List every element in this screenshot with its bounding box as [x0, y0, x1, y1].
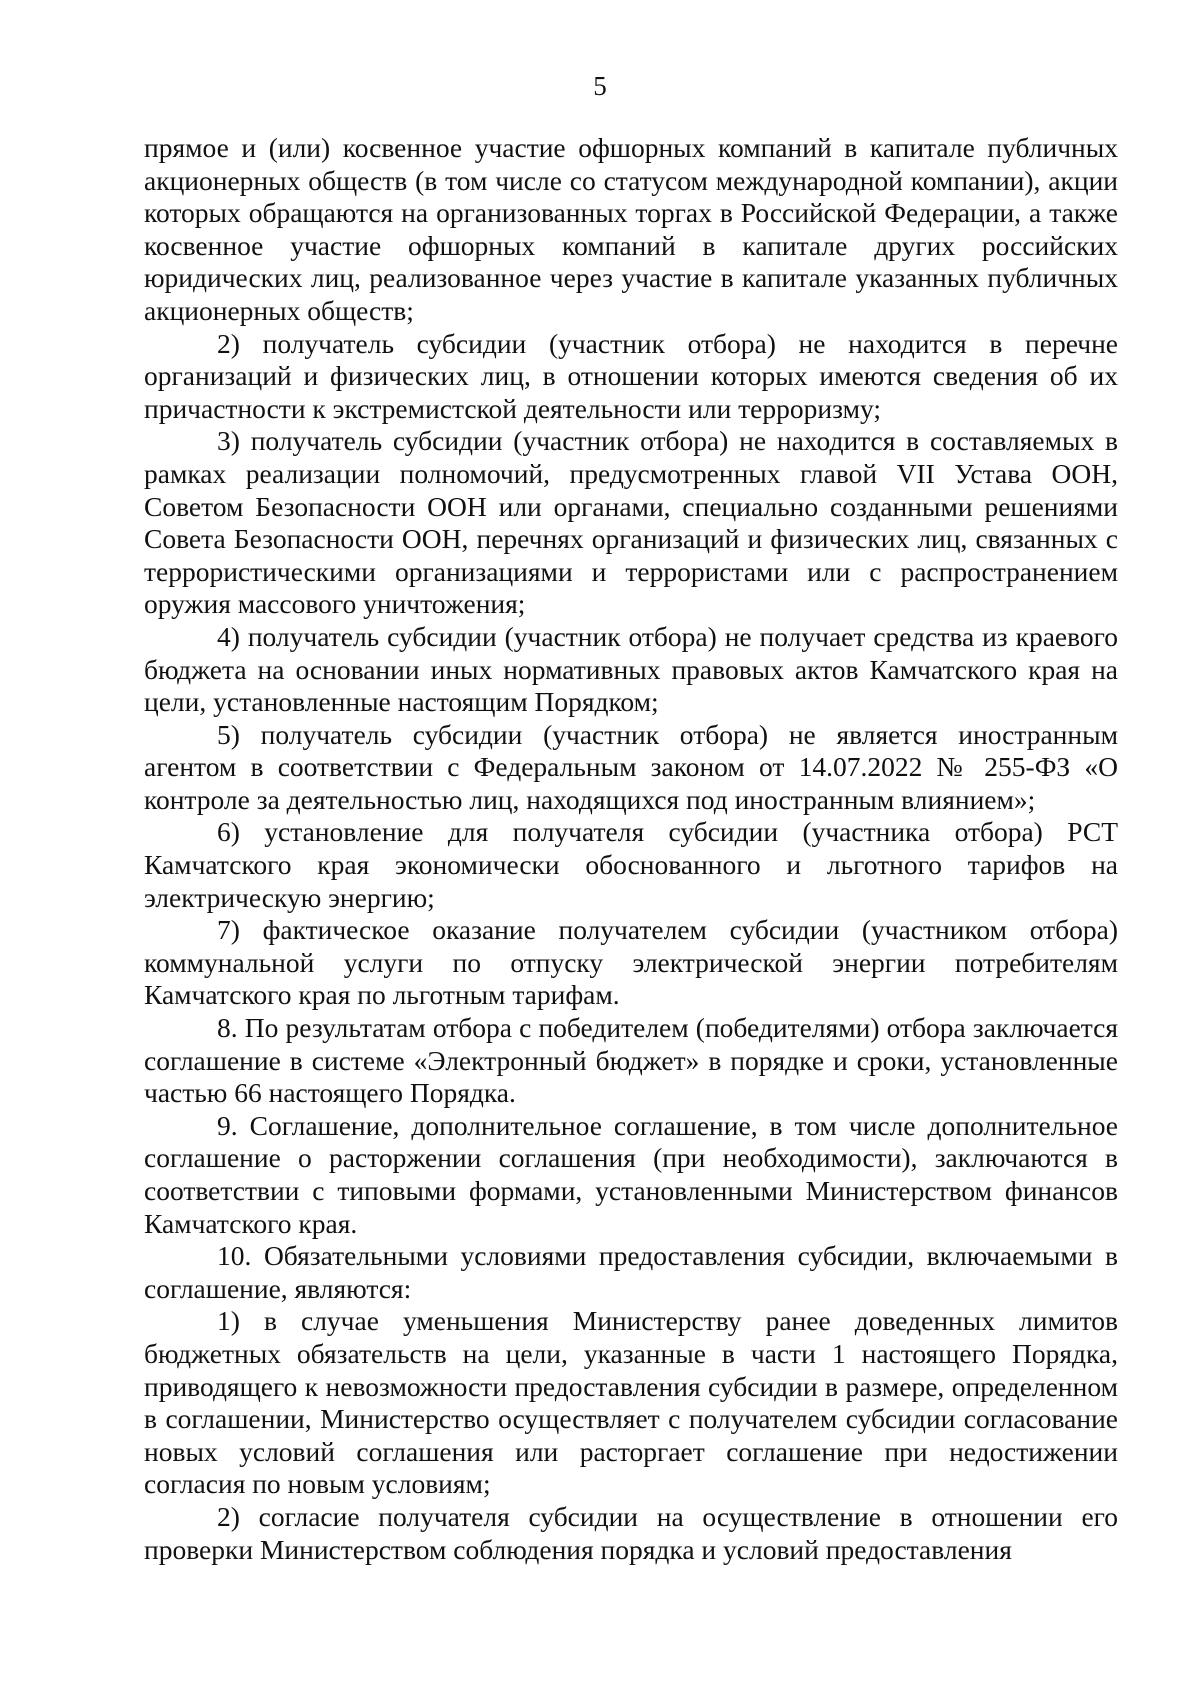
paragraph-item-5-foreign-agent: 5) получатель субсидии (участник отбора) не является иностранным агентом в соответствии с Федеральным законом от 14.07.2022 № 255-ФЗ «О контроле за деятельностью лиц, находящихся под иностранным влиянием»;	[144, 718, 1118, 815]
paragraph-item-3-un-lists: 3) получатель субсидии (участник отбора) не находится в составляемых в рамках реализации полномочий, предусмотренных главой VII Устава ООН, Советом Безопасности ООН или органами, специально созданными решениями Совета Безопасности ООН, перечнях организаций и физических лиц, связанных с террористическими организациями и террористами или с распространением оружия массового уничтожения;	[144, 425, 1118, 620]
paragraph-item-7-utility-service: 7) фактическое оказание получателем субсидии (участником отбора) коммунальной услуги по отпуску электрической энергии потребителям Камчатского края по льготным тарифам.	[144, 914, 1118, 1011]
page-number: 5	[593, 71, 607, 101]
paragraph-condition-1-limits: 1) в случае уменьшения Министерству ранее доведенных лимитов бюджетных обязательств на цели, указанные в части 1 настоящего Порядка, приводящего к невозможности предоставления субсидии в размере, определенном в соглашении, Министерство осуществляет с получателем субсидии согласование новых условий соглашения или расторгает соглашение при недостижении согласия по новым условиям;	[144, 1305, 1118, 1500]
paragraph-section-10-conditions: 10. Обязательными условиями предоставления субсидии, включаемыми в соглашение, являются:	[144, 1240, 1118, 1304]
paragraph-item-4-other-funds: 4) получатель субсидии (участник отбора) не получает средства из краевого бюджета на основании иных нормативных правовых актов Камчатского края на цели, установленные настоящим Порядком;	[144, 620, 1118, 718]
paragraph-condition-2-consent: 2) согласие получателя субсидии на осуществление в отношении его проверки Министерством соблюдения порядка и условий предоставления	[144, 1500, 1118, 1565]
paragraph-item-6-tariffs: 6) установление для получателя субсидии (участника отбора) РСТ Камчатского края экономически обоснованного и льготного тарифов на электрическую энергию;	[144, 816, 1118, 913]
paragraph-section-9-forms: 9. Соглашение, дополнительное соглашение, в том числе дополнительное соглашение о расторжении соглашения (при необходимости), заключаются в соответствии с типовыми формами, установленными Министерством финансов Камчатского края.	[144, 1109, 1118, 1239]
paragraph-item-2-extremism-list: 2) получатель субсидии (участник отбора) не находится в перечне организаций и физических лиц, в отношении которых имеются сведения об их причастности к экстремистской деятельности или терроризму;	[144, 327, 1118, 424]
document-body	[144, 132, 1118, 1566]
paragraph-continuation: прямое и (или) косвенное участие офшорных компаний в капитале публичных акционерных обществ (в том числе со статусом международной компании), акции которых обращаются на организованных торгах в Российской Федерации, а также косвенное участие офшорных компаний в капитале других российских юридических лиц, реализованное через участие в капитале указанных публичных акционерных обществ;	[144, 132, 1118, 326]
paragraph-section-8-agreement: 8. По результатам отбора с победителем (победителями) отбора заключается соглашение в системе «Электронный бюджет» в порядке и сроки, установленные частью 66 настоящего Порядка.	[144, 1012, 1118, 1109]
